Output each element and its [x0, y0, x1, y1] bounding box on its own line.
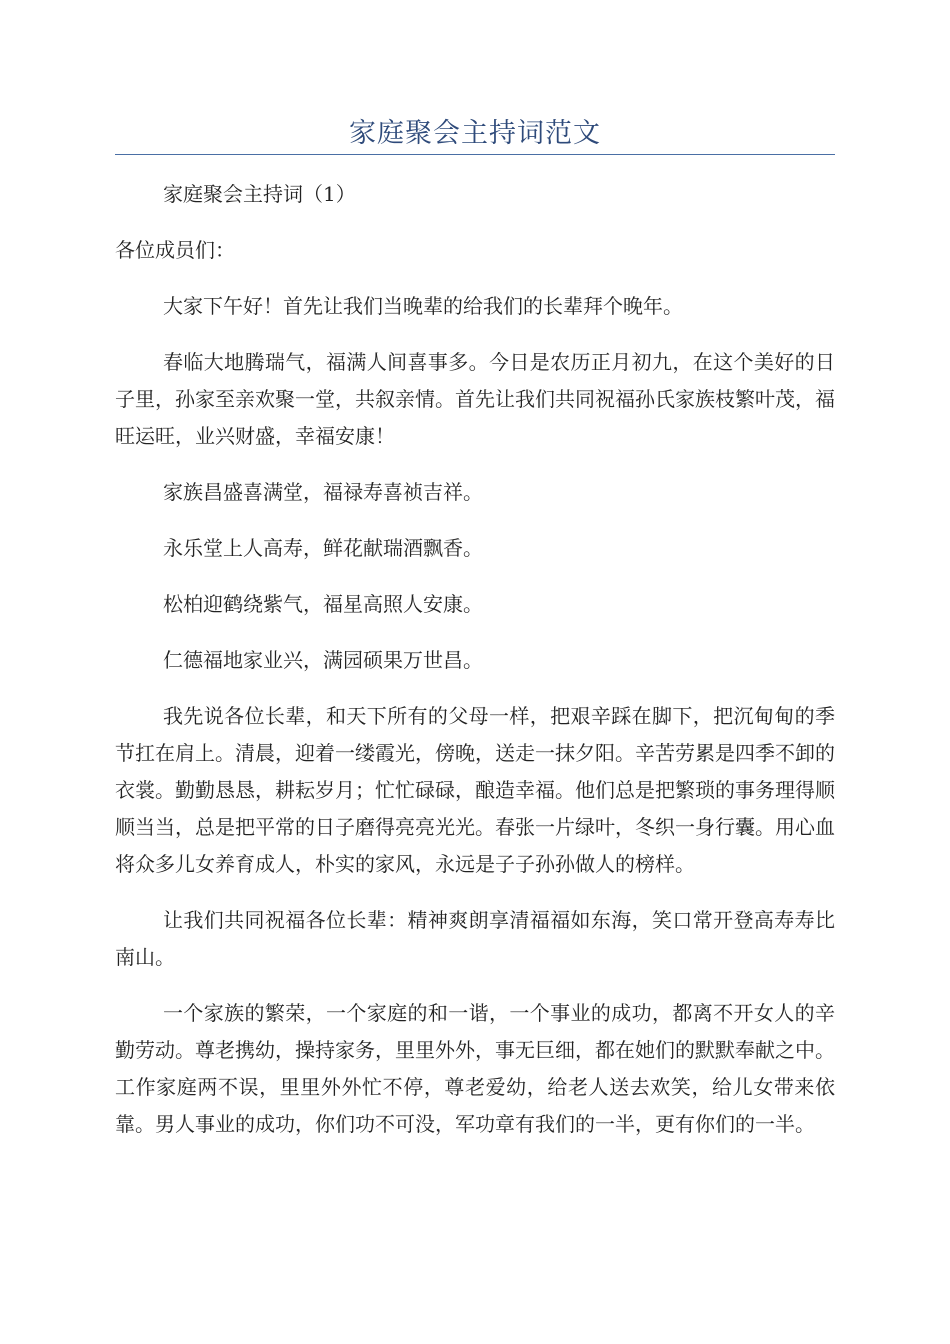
- paragraph-elders: 我先说各位长辈，和天下所有的父母一样，把艰辛踩在脚下，把沉甸甸的季节扛在肩上。清晨，迎着一缕霞光，傍晚，送走一抹夕阳。辛苦劳累是四季不卸的衣裳。勤勤恳恳，耕耘岁月；忙忙碌碌，酿造幸福。他们总是把繁琐的事务理得顺顺当当，总是把平常的日子磨得亮亮光光。春张一片绿叶，冬织一身行囊。用心血将众多儿女养育成人，朴实的家风，永远是子子孙孙做人的榜样。: [115, 704, 835, 876]
- paragraph-opening: 春临大地腾瑞气，福满人间喜事多。今日是农历正月初九，在这个美好的日子里，孙家至亲欢聚一堂，共叙亲情。首先让我们共同祝福孙氏家族枝繁叶茂，福旺运旺，业兴财盛，幸福安康！: [115, 350, 835, 448]
- paragraph-women: 一个家族的繁荣，一个家庭的和一谐，一个事业的成功，都离不开女人的辛勤劳动。尊老携幼，操持家务，里里外外，事无巨细，都在她们的默默奉献之中。工作家庭两不误，里里外外忙不停，尊老爱幼，给老人送去欢笑，给儿女带来依靠。男人事业的成功，你们功不可没，军功章有我们的一半，更有你们的一半。: [115, 1001, 835, 1136]
- document-body: [115, 176, 835, 1162]
- paragraph-verse-4: 仁德福地家业兴，满园硕果万世昌。: [163, 648, 483, 672]
- paragraph-heading: 家庭聚会主持词（1）: [163, 182, 356, 206]
- paragraph-salutation: 各位成员们：: [115, 238, 235, 262]
- document-title: 家庭聚会主持词范文: [349, 118, 601, 149]
- paragraph-verse-1: 家族昌盛喜满堂，福禄寿喜祯吉祥。: [163, 480, 483, 504]
- paragraph-verse-3: 松柏迎鹤绕紫气，福星高照人安康。: [163, 592, 483, 616]
- paragraph-verse-2: 永乐堂上人高寿，鲜花献瑞酒飘香。: [163, 536, 483, 560]
- paragraph-blessing: 让我们共同祝福各位长辈：精神爽朗享清福福如东海，笑口常开登高寿寿比南山。: [115, 908, 835, 969]
- paragraph-greeting: 大家下午好！首先让我们当晚辈的给我们的长辈拜个晚年。: [163, 294, 683, 318]
- title-underline: [115, 154, 835, 155]
